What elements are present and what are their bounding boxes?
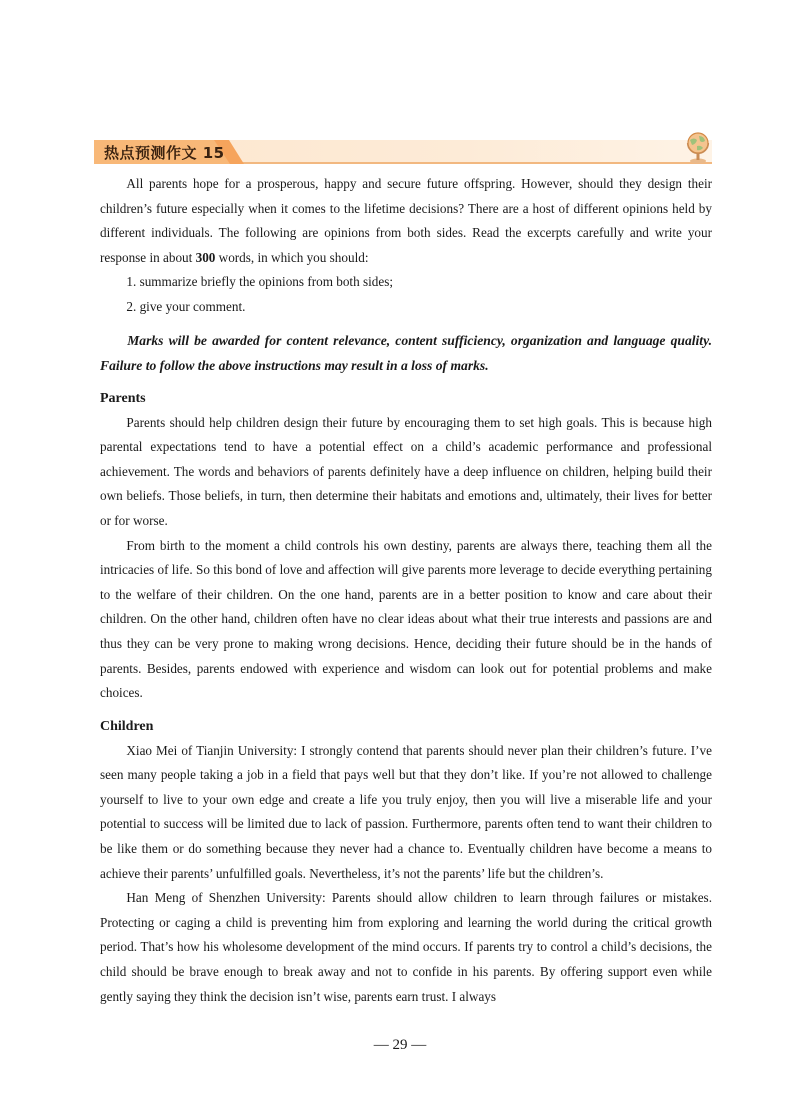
banner-title: 热点预测作文 15 — [104, 144, 225, 162]
parents-paragraph-2: From birth to the moment a child controls his own destiny, parents are always there, teaching them all the intricacies of life. So this bond of love and affection will give parents more leverage to decide everything pertaining to the welfare of their children. On the one hand, parents are in a better position to know and care about their children. On the other hand, children often have no clear ideas about what their true interests and passions are and thus they can be very prone to making wrong decisions. Hence, deciding their future should be in the hands of parents. Besides, parents endowed with experience and wisdom can look out for potential problems and make choices. — [100, 537, 712, 701]
intro-text: All parents hope for a prosperous, happy and secure future offspring. However, should they design their children’s future especially when it comes to the lifetime decisions? There are a host of different opinions held by different individuals. The following are opinions from both sides. Read the excerpts carefully and write your response in about — [100, 176, 712, 265]
children-paragraph-2: Han Meng of Shenzhen University: Parents should allow children to learn through failures or mistakes. Protecting or caging a child is preventing him from exploring and learning the world during the critical growth period. That’s how his wholesome development of the mind occurs. If parents try to control a child’s decisions, the child should be brave enough to break away and not to confide in his parents. By offering support even while gently saying they think the decision isn’t wise, parents earn trust. I always — [100, 890, 712, 1004]
children-paragraph-1: Xiao Mei of Tianjin University: I strongly contend that parents should never plan their children’s future. I’ve seen many people taking a job in a field that pays well but that they don’t like. If you’re not allowed to challenge yourself to live to your own edge and create a life you truly enjoy, then you will live a miserable life and your potential to success will be limited due to lack of passion. Furthermore, parents often tend to want their children to be like them or do something because they never had a chance to. Eventually children have become a means to achieve their parents’ unfulfilled goals. Nevertheless, it’s not the parents’ life but the children’s. — [100, 742, 712, 881]
section-heading-children: Children — [100, 718, 154, 734]
marks-note: Marks will be awarded for content relevance, content sufficiency, organization and language quality. Failure to follow the above instructions may result in a loss of marks. — [100, 332, 712, 373]
document-body — [100, 172, 712, 1009]
section-heading-parents: Parents — [100, 390, 146, 406]
globe-icon — [684, 130, 712, 164]
intro-text-end: words, in which you should: — [215, 249, 369, 265]
parents-paragraph-1: Parents should help children design their future by encouraging them to set high goals. This is because high parental expectations tend to have a potential effect on a child’s academic performance and professional achievement. The words and behaviors of parents definitely have a deep influence on children, helping build their own beliefs. Those beliefs, in turn, then determine their habitats and emotions and, ultimately, their lives for better or for worse. — [100, 414, 712, 528]
section-banner — [94, 138, 712, 166]
intro-paragraph — [100, 172, 712, 270]
instruction-item-1: 1. summarize briefly the opinions from both sides; — [126, 274, 394, 290]
instruction-item-2: 2. give your comment. — [126, 298, 246, 314]
page-number: — 29 — — [373, 1037, 427, 1053]
word-count: 300 — [195, 249, 216, 265]
